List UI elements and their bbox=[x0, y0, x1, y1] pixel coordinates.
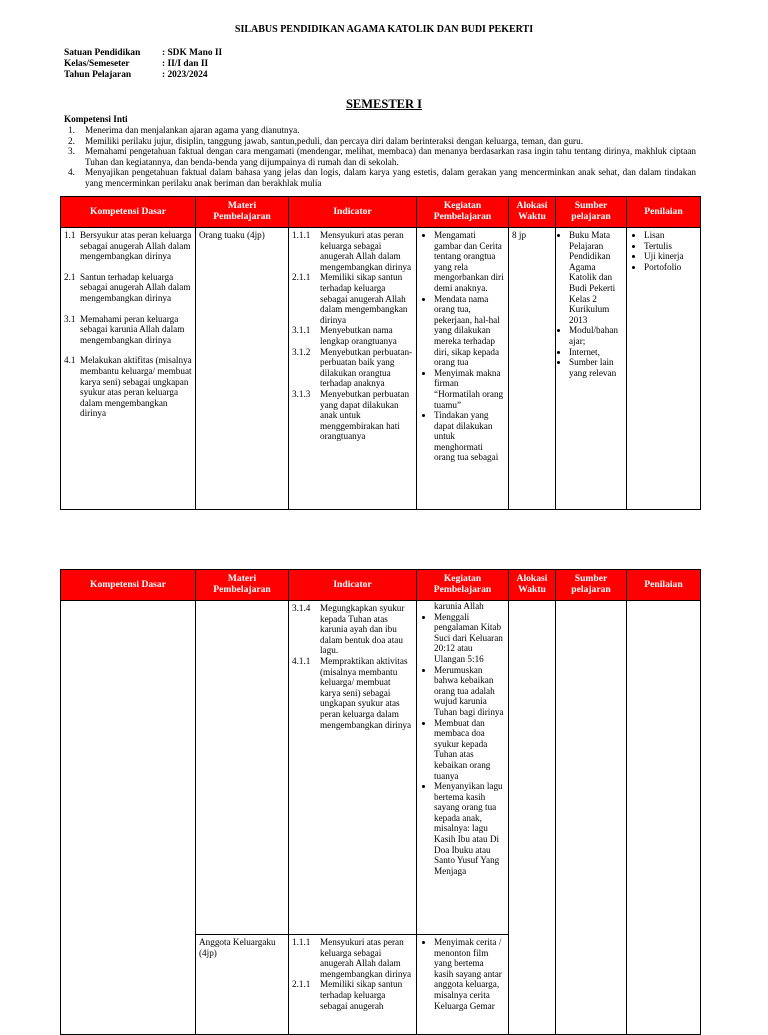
table-row bbox=[61, 228, 701, 510]
ki-item bbox=[64, 146, 696, 167]
indicator-number: 4.1.1 bbox=[292, 655, 311, 666]
ki-heading: Kompetensi Inti bbox=[64, 114, 128, 124]
kd-number: 1.1 bbox=[64, 230, 76, 240]
info-value: : II/I dan II bbox=[162, 58, 209, 69]
materi-cell bbox=[196, 601, 289, 935]
header-alokasi: Alokasi Waktu bbox=[509, 197, 556, 228]
indicator-number: 3.1.4 bbox=[292, 603, 311, 613]
kegiatan-cell bbox=[417, 228, 509, 510]
header-indicator: Indicator bbox=[289, 197, 417, 228]
table-header-row bbox=[61, 197, 701, 228]
indicator-text: Mensyukuri atas peran keluarga sebagai anugerah Allah dalam mengembangkan dirinya bbox=[320, 230, 412, 272]
kd-number: 4.1 bbox=[64, 355, 76, 366]
info-row bbox=[64, 48, 222, 59]
ki-item bbox=[64, 125, 696, 136]
indicator-text: Megungkapkan syukur kepada Tuhan atas karunia ayah dan ibu dalam bentuk doa atau lagu. bbox=[320, 603, 405, 656]
kegiatan-list bbox=[420, 612, 505, 877]
indicator-item bbox=[292, 979, 413, 1011]
kd-item bbox=[64, 355, 192, 419]
indicator-item bbox=[292, 937, 413, 979]
sumber-item: • Buku Mata Pelajaran Pendidikan Agama Katolik dan Budi Pekerti Kelas 2 Kurikulum 2013 bbox=[569, 230, 623, 325]
kd-cell bbox=[61, 601, 196, 1035]
indicator-number: 1.1.1 bbox=[292, 230, 311, 240]
indicator-cell bbox=[289, 935, 417, 1035]
kegiatan-item: • Menyimak cerita / menonton film yang bertema kasih sayang antar anggota keluarga, misalnya cerita Keluarga Gemar bbox=[434, 937, 505, 1011]
sumber-item: • Modul/bahan ajar; bbox=[569, 325, 623, 346]
kd-text: Bersyukur atas peran keluarga sebagai anugerah Allah dalam mengembangkan dirinya bbox=[80, 230, 192, 262]
header-alokasi: Alokasi Waktu bbox=[509, 570, 556, 601]
kegiatan-item: • Mengamati gambar dan Cerita tentang orangtua yang rela mengorbankan diri demi anaknya. bbox=[434, 230, 505, 294]
info-row bbox=[64, 59, 222, 70]
kd-number: 3.1 bbox=[64, 313, 76, 324]
kd-cell bbox=[61, 228, 196, 510]
penilaian-cell bbox=[627, 228, 701, 510]
ki-text: Menerima dan menjalankan ajaran agama yang dianutnya. bbox=[85, 125, 300, 135]
ki-number: 2. bbox=[68, 135, 75, 146]
kegiatan-item: • Tindakan yang dapat dilakukan untuk menghormati orang tua sebagai bbox=[434, 410, 505, 463]
indicator-number: 2.1.1 bbox=[292, 979, 311, 990]
indicator-item bbox=[292, 656, 413, 730]
kd-item bbox=[64, 230, 192, 262]
indicator-cell bbox=[289, 601, 417, 935]
indicator-text: Mempraktikan aktivitas (misalnya membantu keluarga/ membuat karya seni) sebagai ungkapan syukur atas peran keluarga dalam mengembangkan dirinya bbox=[320, 655, 412, 730]
penilaian-list bbox=[630, 230, 697, 272]
sumber-cell bbox=[556, 228, 627, 510]
materi-cell: Orang tuaku (4jp) bbox=[196, 228, 289, 510]
header-sumber: Sumber pelajaran bbox=[556, 570, 627, 601]
kegiatan-continued: karunia Allah bbox=[434, 601, 484, 611]
ki-number: 3. bbox=[68, 146, 75, 157]
kegiatan-item: • Mendata nama orang tua, pekerjaan, hal-hal yang dilakukan mereka terhadap diri, sikap kepada orang tua bbox=[434, 294, 505, 368]
info-key: Kelas/Semeseter bbox=[64, 58, 130, 69]
sumber-item: • Internet, bbox=[569, 347, 623, 358]
indicator-item bbox=[292, 272, 413, 325]
header-kegiatan: Kegiatan Pembelajaran bbox=[417, 570, 509, 601]
kegiatan-item: • Merumuskan bahwa kebaikan orang tua adalah wujud karunia Tuhan bagi dirinya bbox=[434, 665, 505, 718]
kegiatan-item: • Membuat dan membaca doa syukur kepada Tuhan atas kebaikan orang tuanya bbox=[434, 718, 505, 782]
indicator-number: 2.1.1 bbox=[292, 272, 311, 283]
ki-text: Menyajikan pengetahuan faktual dalam bahasa yang jelas dan logis, dalam karya yang estetis, dalam gerakan yang mencerminkan anak sehat, dan dalam tindakan yang mencerminkan perilaku anak beriman dan berakhlak mulia bbox=[85, 167, 696, 188]
table-header-row bbox=[61, 570, 701, 601]
kd-text: Santun terhadap keluarga sebagai anugerah Allah dalam mengembangkan dirinya bbox=[80, 271, 191, 303]
syllabus-table-1 bbox=[60, 196, 701, 510]
ki-text: Memahami pengetahuan faktual dengan cara mengamati (mendengar, melihat, membaca) dan menanya berdasarkan rasa ingin tahu tentang dirinya, makhluk ciptaan Tuhan dan kegiatannya, dan benda-benda yang dijumpainya di rumah dan di sekolah. bbox=[85, 146, 696, 167]
penilaian-cell bbox=[627, 601, 701, 1035]
materi-cell: Anggota Keluargaku (4jp) bbox=[196, 935, 289, 1035]
indicator-item bbox=[292, 347, 413, 389]
indicator-text: Menyebutkan perbuatan yang dapat dilakukan anak untuk menggembirakan hati orangtuanya bbox=[320, 388, 410, 442]
kd-item bbox=[64, 272, 192, 304]
alokasi-cell bbox=[509, 601, 556, 1035]
header-penilaian: Penilaian bbox=[627, 197, 701, 228]
alokasi-cell: 8 jp bbox=[509, 228, 556, 510]
kegiatan-item: • Menggali pengalaman Kitab Suci dari Keluaran 20:12 atau Ulangan 5:16 bbox=[434, 612, 505, 665]
indicator-number: 3.1.1 bbox=[292, 325, 311, 336]
indicator-text: Menyebutkan perbuatan-perbuatan baik yang dilakukan orangtua terhadap anaknya bbox=[320, 346, 413, 389]
indicator-item bbox=[292, 603, 413, 656]
document-title: SILABUS PENDIDIKAN AGAMA KATOLIK DAN BUDI PEKERTI bbox=[234, 24, 534, 35]
ki-list bbox=[64, 125, 696, 189]
sumber-list bbox=[559, 230, 623, 378]
ki-number: 4. bbox=[68, 167, 75, 178]
header-kd: Kompetensi Dasar bbox=[61, 197, 196, 228]
indicator-item bbox=[292, 325, 413, 346]
kegiatan-item: • Menyimak makna firman “Hormatilah orang tuamu” bbox=[434, 368, 505, 410]
penilaian-item: • Lisan bbox=[644, 230, 697, 241]
indicator-text: Memiliki sikap santun terhadap keluarga sebagai anugerah bbox=[320, 979, 403, 1011]
penilaian-item: • Tertulis bbox=[644, 241, 697, 252]
indicator-item bbox=[292, 230, 413, 272]
info-row bbox=[64, 70, 222, 81]
ki-item bbox=[64, 136, 696, 147]
kegiatan-list bbox=[420, 937, 505, 1011]
semester-heading: SEMESTER I bbox=[345, 97, 423, 111]
header-materi: Materi Pembelajaran bbox=[196, 197, 289, 228]
ki-number: 1. bbox=[68, 125, 75, 135]
header-kegiatan: Kegiatan Pembelajaran bbox=[417, 197, 509, 228]
header-penilaian: Penilaian bbox=[627, 570, 701, 601]
penilaian-item: • Uji kinerja bbox=[644, 251, 697, 262]
header-indicator: Indicator bbox=[289, 570, 417, 601]
header-sumber: Sumber pelajaran bbox=[556, 197, 627, 228]
syllabus-table-2 bbox=[60, 569, 701, 1035]
kd-item bbox=[64, 314, 192, 346]
kd-text: Memahami peran keluarga sebagai karunia Allah dalam mengembangkan dirinya bbox=[80, 313, 185, 345]
school-info bbox=[64, 48, 222, 80]
table-row bbox=[61, 601, 701, 935]
info-value: : 2023/2024 bbox=[162, 69, 208, 80]
indicator-number: 3.1.2 bbox=[292, 346, 311, 357]
indicator-number: 1.1.1 bbox=[292, 937, 311, 947]
info-value: : SDK Mano II bbox=[162, 48, 223, 58]
header-materi: Materi Pembelajaran bbox=[196, 570, 289, 601]
kegiatan-cell bbox=[417, 935, 509, 1035]
kd-number: 2.1 bbox=[64, 271, 76, 282]
indicator-cell bbox=[289, 228, 417, 510]
kegiatan-list bbox=[420, 230, 505, 463]
ki-item bbox=[64, 167, 696, 188]
ki-text: Memiliki perilaku jujur, disiplin, tanggung jawab, santun,peduli, dan percaya diri dalam berinteraksi dengan keluarga, teman, dan guru. bbox=[85, 135, 583, 146]
indicator-number: 3.1.3 bbox=[292, 388, 311, 399]
info-key: Satuan Pendidikan bbox=[64, 48, 141, 58]
indicator-text: Menyebutkan nama lengkap orangtuanya bbox=[320, 325, 397, 346]
indicator-text: Memiliki sikap santun terhadap keluarga sebagai anugerah Allah dalam mengembangkan dirinya bbox=[320, 272, 408, 325]
kd-text: Melakukan aktifitas (misalnya membantu keluarga/ membuat karya seni) sebagai ungkapan syukur atas peran keluarga dalam mengembangkan dirinya bbox=[80, 355, 192, 419]
info-key: Tahun Pelajaran bbox=[64, 69, 132, 80]
kegiatan-cell bbox=[417, 601, 509, 935]
sumber-cell bbox=[556, 601, 627, 1035]
penilaian-item: • Portofolio bbox=[644, 262, 697, 273]
sumber-item: • Sumber lain yang relevan bbox=[569, 357, 623, 378]
indicator-text: Mensyukuri atas peran keluarga sebagai anugerah Allah dalam mengembangkan dirinya bbox=[320, 937, 412, 979]
header-kd: Kompetensi Dasar bbox=[61, 570, 196, 601]
kegiatan-item: • Menyanyikan lagu bertema kasih sayang orang tua kepada anak, misalnya: lagu Kasih Ibu atau Di Doa Ibuku atau Santo Yusuf Yang Menjaga bbox=[434, 781, 505, 876]
indicator-item bbox=[292, 389, 413, 442]
